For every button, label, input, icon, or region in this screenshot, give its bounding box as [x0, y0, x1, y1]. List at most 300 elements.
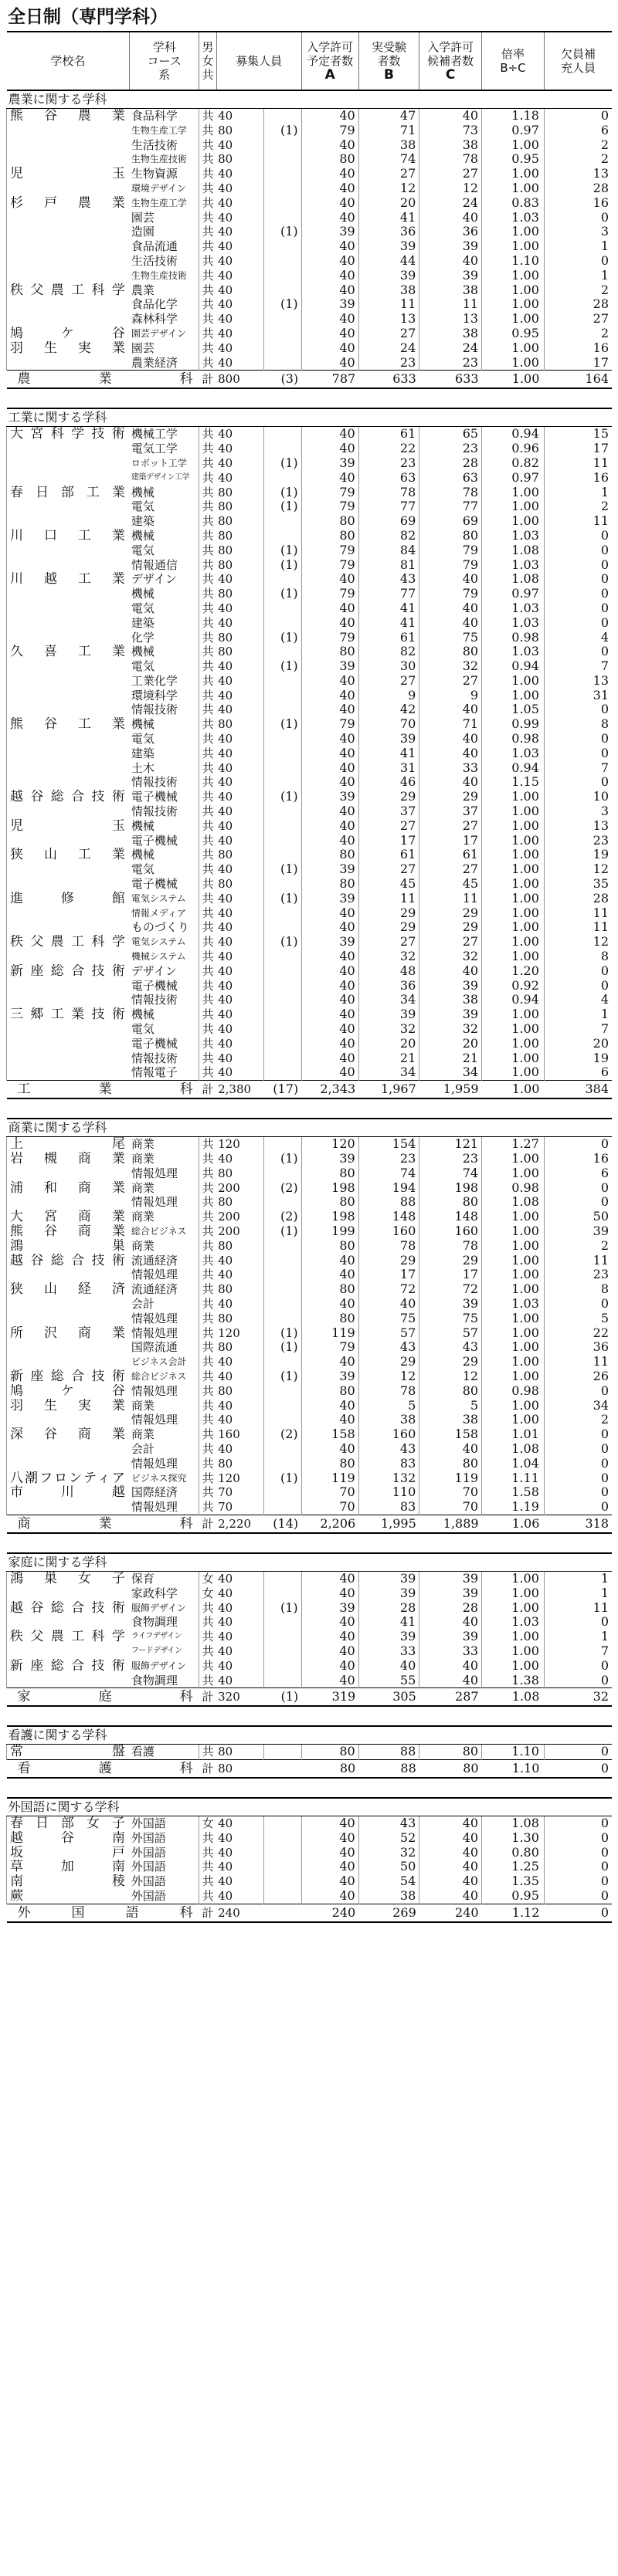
cell-planned: 80	[301, 1166, 358, 1181]
cell-planned: 40	[301, 572, 358, 587]
cell-ratio: 1.20	[482, 964, 545, 979]
cell-planned: 79	[301, 499, 358, 514]
section-title-row	[7, 1553, 613, 1572]
cell-quota: 80	[218, 557, 233, 572]
table-row	[7, 1152, 613, 1166]
cell-gender: 共	[199, 1312, 216, 1326]
cell-school: 秩父農工科学	[7, 283, 130, 298]
cell-quota-note	[264, 804, 301, 819]
table-row	[7, 297, 613, 312]
cell-school	[7, 1442, 130, 1457]
table-row	[7, 1224, 613, 1239]
table-row	[7, 1297, 613, 1312]
cell-quota: 40	[218, 905, 233, 920]
cell-gender: 女	[199, 1586, 216, 1601]
cell-quota: 80	[218, 123, 233, 137]
table-body	[7, 90, 613, 1922]
cell-course: 食品化学	[131, 297, 178, 312]
cell-planned: 40	[301, 775, 358, 790]
cell-quota: 40	[218, 1586, 233, 1600]
cell-examinees: 132	[358, 1471, 419, 1486]
cell-vacancy: 28	[544, 892, 612, 906]
cell-planned: 40	[301, 949, 358, 964]
cell-quota-note	[264, 1282, 301, 1297]
cell-course: 保育	[131, 1571, 154, 1586]
cell-examinees: 160	[358, 1224, 419, 1239]
cell-gender: 共	[199, 1442, 216, 1457]
total-vacancy: 318	[544, 1515, 612, 1533]
cell-quota-note: (1)	[264, 935, 301, 949]
spacer-cell	[7, 1778, 613, 1798]
cell-examinees: 71	[358, 124, 419, 138]
cell-examinees: 160	[358, 1427, 419, 1442]
cell-examinees: 82	[358, 645, 419, 659]
cell-quota-note	[264, 1384, 301, 1399]
cell-course: 情報処理	[131, 1311, 178, 1325]
cell-quota-note	[264, 1022, 301, 1037]
cell-quota: 40	[218, 949, 233, 964]
cell-candidates: 78	[419, 1239, 482, 1254]
table-row	[7, 1340, 613, 1355]
cell-ratio: 1.04	[482, 1457, 545, 1471]
cell-course: 家政科学	[131, 1586, 178, 1600]
cell-planned: 39	[301, 790, 358, 804]
cell-candidates: 45	[419, 877, 482, 892]
cell-quota: 40	[218, 1830, 233, 1845]
cell-candidates: 40	[419, 1874, 482, 1889]
cell-planned: 40	[301, 1831, 358, 1846]
cell-quota-note: (1)	[264, 1369, 301, 1384]
cell-planned: 40	[301, 1846, 358, 1860]
table-row	[7, 1065, 613, 1080]
cell-examinees: 32	[358, 1022, 419, 1037]
cell-candidates: 40	[419, 732, 482, 746]
cell-school	[7, 225, 130, 239]
cell-ratio: 1.00	[482, 1601, 545, 1616]
cell-quota: 40	[218, 312, 233, 327]
cell-vacancy: 0	[544, 645, 612, 659]
cell-quota: 40	[218, 1007, 233, 1022]
cell-gender: 共	[199, 1831, 216, 1846]
cell-ratio: 0.98	[482, 1181, 545, 1196]
cell-candidates: 29	[419, 906, 482, 921]
cell-planned: 79	[301, 543, 358, 558]
cell-ratio: 1.00	[482, 269, 545, 283]
cell-school: 越谷総合技術	[7, 1254, 130, 1268]
cell-gender: 共	[199, 1166, 216, 1181]
cell-quota-note	[264, 964, 301, 979]
cell-gender: 女	[199, 1816, 216, 1831]
cell-examinees: 57	[358, 1326, 419, 1341]
total-quota-note: (1)	[264, 1688, 301, 1707]
cell-vacancy: 17	[544, 442, 612, 456]
cell-quota-note: (1)	[264, 892, 301, 906]
cell-school	[7, 499, 130, 514]
cell-gender: 共	[199, 761, 216, 776]
cell-school	[7, 1457, 130, 1471]
cell-school: 川越工業	[7, 572, 130, 587]
table-row	[7, 1457, 613, 1471]
cell-school	[7, 269, 130, 283]
cell-planned: 40	[301, 442, 358, 456]
cell-vacancy: 13	[544, 819, 612, 834]
cell-planned: 40	[301, 761, 358, 776]
cell-vacancy: 0	[544, 1195, 612, 1210]
cell-gender: 共	[199, 254, 216, 269]
cell-school: 川口工業	[7, 529, 130, 543]
cell-candidates: 33	[419, 1644, 482, 1659]
cell-ratio: 1.00	[482, 920, 545, 935]
cell-quota-note	[264, 1195, 301, 1210]
total-kei: 計	[199, 1904, 216, 1922]
cell-planned: 199	[301, 1224, 358, 1239]
total-ratio: 1.00	[482, 1081, 545, 1099]
section-title: 家庭に関する学科	[7, 1553, 613, 1572]
table-row	[7, 717, 613, 732]
cell-quota: 80	[218, 630, 233, 645]
cell-quota: 40	[218, 891, 233, 905]
cell-ratio: 1.00	[482, 1065, 545, 1080]
cell-gender: 共	[199, 862, 216, 877]
cell-quota-note	[264, 1457, 301, 1471]
cell-quota-note	[264, 427, 301, 442]
cell-quota: 80	[218, 877, 233, 892]
cell-course: 情報処理	[131, 1195, 178, 1210]
cell-school: 上尾	[7, 1137, 130, 1152]
cell-course: 生活技術	[131, 137, 178, 152]
cell-candidates: 80	[419, 1745, 482, 1760]
cell-gender: 共	[199, 167, 216, 181]
table-row	[7, 1137, 613, 1152]
cell-examinees: 30	[358, 659, 419, 674]
cell-quota-note: (1)	[264, 717, 301, 732]
table-row	[7, 674, 613, 689]
cell-course: 電気	[131, 732, 154, 746]
cell-vacancy: 11	[544, 920, 612, 935]
section-title-row	[7, 1798, 613, 1816]
cell-school: 杉戸農業	[7, 196, 130, 211]
cell-examinees: 41	[358, 746, 419, 761]
cell-vacancy: 0	[544, 702, 612, 717]
cell-quota: 40	[218, 109, 233, 123]
cell-quota-note	[264, 356, 301, 371]
cell-examinees: 45	[358, 877, 419, 892]
cell-quota: 40	[218, 340, 233, 355]
cell-course: 電気	[131, 659, 154, 674]
admission-results-table	[6, 31, 612, 1923]
cell-school	[7, 1615, 130, 1630]
cell-course: 流通経済	[131, 1282, 178, 1297]
cell-quota-note: (1)	[264, 659, 301, 674]
table-row	[7, 804, 613, 819]
cell-quota: 40	[218, 239, 233, 254]
cell-quota: 200	[218, 1224, 240, 1238]
cell-quota: 40	[218, 978, 233, 993]
cell-ratio: 1.00	[482, 1413, 545, 1427]
cell-quota-note: (1)	[264, 225, 301, 239]
table-row	[7, 1659, 613, 1674]
cell-gender: 共	[199, 1413, 216, 1427]
cell-candidates: 63	[419, 471, 482, 486]
table-row	[7, 456, 613, 471]
cell-ratio: 0.95	[482, 327, 545, 341]
cell-quota-note	[264, 1239, 301, 1254]
cell-quota-note	[264, 1413, 301, 1427]
cell-quota: 40	[218, 1630, 233, 1644]
table-row	[7, 1571, 613, 1586]
cell-school	[7, 543, 130, 558]
cell-school: 秩父農工科学	[7, 1630, 130, 1644]
cell-quota-note	[264, 775, 301, 790]
cell-gender: 共	[199, 877, 216, 892]
cell-examinees: 41	[358, 616, 419, 631]
table-row	[7, 1282, 613, 1297]
cell-school	[7, 442, 130, 456]
cell-school	[7, 616, 130, 631]
cell-ratio: 1.00	[482, 892, 545, 906]
cell-candidates: 79	[419, 543, 482, 558]
cell-school	[7, 239, 130, 254]
cell-course: 服飾デザイン	[131, 1660, 187, 1671]
cell-planned: 40	[301, 211, 358, 225]
cell-quota-note	[264, 1297, 301, 1312]
cell-vacancy: 12	[544, 935, 612, 949]
cell-quota-note	[264, 1630, 301, 1644]
cell-school: 浦和商業	[7, 1181, 130, 1196]
cell-candidates: 80	[419, 645, 482, 659]
cell-planned: 80	[301, 1312, 358, 1326]
total-vacancy: 0	[544, 1760, 612, 1779]
cell-quota: 40	[218, 326, 233, 340]
table-row	[7, 1166, 613, 1181]
cell-vacancy: 12	[544, 862, 612, 877]
table-row	[7, 1674, 613, 1688]
table-row	[7, 1846, 613, 1860]
cell-vacancy: 0	[544, 529, 612, 543]
cell-ratio: 1.19	[482, 1500, 545, 1515]
section-total-row	[7, 1760, 613, 1779]
cell-candidates: 32	[419, 1022, 482, 1037]
cell-gender: 共	[199, 152, 216, 167]
cell-vacancy: 0	[544, 1889, 612, 1904]
section-title-row	[7, 1119, 613, 1137]
cell-quota-note	[264, 616, 301, 631]
cell-ratio: 1.00	[482, 1355, 545, 1369]
cell-course: 情報処理	[131, 1268, 178, 1282]
cell-quota-note	[264, 834, 301, 848]
cell-vacancy: 0	[544, 775, 612, 790]
cell-candidates: 29	[419, 1355, 482, 1369]
cell-ratio: 1.00	[482, 906, 545, 921]
cell-quota-note	[264, 442, 301, 456]
table-row	[7, 1210, 613, 1224]
cell-school	[7, 761, 130, 776]
cell-vacancy: 6	[544, 1065, 612, 1080]
cell-planned: 40	[301, 181, 358, 196]
cell-vacancy: 7	[544, 761, 612, 776]
cell-vacancy: 0	[544, 616, 612, 631]
table-row	[7, 964, 613, 979]
cell-ratio: 1.08	[482, 572, 545, 587]
cell-quota: 200	[218, 1210, 240, 1224]
cell-course: 電気システム	[131, 892, 186, 904]
cell-planned: 40	[301, 1586, 358, 1601]
cell-examinees: 41	[358, 601, 419, 616]
cell-quota: 80	[218, 645, 233, 659]
cell-ratio: 1.00	[482, 790, 545, 804]
cell-quota: 40	[218, 775, 233, 790]
cell-vacancy: 8	[544, 717, 612, 732]
cell-examinees: 77	[358, 587, 419, 601]
cell-quota-note	[264, 1860, 301, 1874]
cell-quota-note	[264, 1007, 301, 1022]
table-row	[7, 1427, 613, 1442]
cell-planned: 40	[301, 283, 358, 298]
cell-quota: 120	[218, 1325, 240, 1340]
total-quota: 2,220	[216, 1515, 264, 1533]
cell-course: 環境デザイン	[131, 182, 187, 194]
cell-school	[7, 1022, 130, 1037]
cell-vacancy: 36	[544, 1340, 612, 1355]
table-row	[7, 558, 613, 573]
cell-examinees: 22	[358, 442, 419, 456]
cell-gender: 共	[199, 456, 216, 471]
cell-quota: 40	[218, 1643, 233, 1658]
cell-examinees: 41	[358, 1615, 419, 1630]
cell-quota-note	[264, 152, 301, 167]
cell-school: 深谷商業	[7, 1427, 130, 1442]
cell-course: 園芸	[131, 340, 154, 355]
cell-course: ビジネス会計	[131, 1356, 187, 1368]
cell-ratio: 1.18	[482, 109, 545, 124]
cell-vacancy: 5	[544, 1312, 612, 1326]
admission-table-page	[6, 3, 612, 1923]
cell-candidates: 33	[419, 761, 482, 776]
cell-planned: 40	[301, 1860, 358, 1874]
cell-planned: 119	[301, 1326, 358, 1341]
cell-gender: 共	[199, 514, 216, 529]
cell-course: 総合ビジネス	[131, 1370, 187, 1382]
total-ratio: 1.10	[482, 1760, 545, 1779]
cell-candidates: 40	[419, 1659, 482, 1674]
cell-ratio: 1.35	[482, 1874, 545, 1889]
cell-school	[7, 514, 130, 529]
cell-quota: 40	[218, 963, 233, 978]
cell-planned: 39	[301, 935, 358, 949]
cell-candidates: 40	[419, 211, 482, 225]
cell-school	[7, 254, 130, 269]
cell-candidates: 27	[419, 862, 482, 877]
cell-vacancy: 0	[544, 1860, 612, 1874]
total-vacancy: 164	[544, 371, 612, 389]
cell-candidates: 80	[419, 1384, 482, 1399]
cell-ratio: 1.00	[482, 1037, 545, 1051]
cell-school: 坂戸	[7, 1846, 130, 1860]
cell-school: 新座総合技術	[7, 1659, 130, 1674]
cell-vacancy: 0	[544, 558, 612, 573]
cell-ratio: 1.00	[482, 1659, 545, 1674]
table-row	[7, 254, 613, 269]
cell-course: 土木	[131, 760, 154, 775]
cell-planned: 40	[301, 1051, 358, 1066]
cell-quota: 80	[218, 1238, 233, 1253]
cell-candidates: 40	[419, 572, 482, 587]
cell-examinees: 9	[358, 689, 419, 703]
table-row	[7, 1268, 613, 1282]
cell-examinees: 29	[358, 920, 419, 935]
cell-vacancy: 0	[544, 254, 612, 269]
cell-course: 電気	[131, 499, 154, 514]
cell-gender: 共	[199, 1500, 216, 1515]
cell-planned: 80	[301, 1457, 358, 1471]
cell-quota: 40	[218, 253, 233, 268]
cell-quota: 40	[218, 1268, 233, 1282]
cell-quota: 40	[218, 167, 233, 181]
cell-quota: 80	[218, 1456, 233, 1471]
cell-ratio: 1.00	[482, 1312, 545, 1326]
cell-gender: 共	[199, 1282, 216, 1297]
cell-examinees: 69	[358, 514, 419, 529]
cell-school: 狭山工業	[7, 848, 130, 862]
cell-candidates: 40	[419, 1615, 482, 1630]
cell-course: 電子機械	[131, 978, 178, 993]
total-kei: 計	[199, 1688, 216, 1707]
cell-candidates: 72	[419, 1282, 482, 1297]
cell-course: ライフデザイン	[131, 1632, 182, 1641]
cell-candidates: 38	[419, 1413, 482, 1427]
table-row	[7, 1413, 613, 1427]
cell-gender: 共	[199, 1152, 216, 1166]
section-total-row	[7, 1904, 613, 1922]
total-vacancy: 384	[544, 1081, 612, 1099]
table-row	[7, 1051, 613, 1066]
cell-vacancy: 0	[544, 601, 612, 616]
cell-gender: 共	[199, 1369, 216, 1384]
cell-ratio: 1.00	[482, 935, 545, 949]
table-row	[7, 1874, 613, 1889]
cell-vacancy: 4	[544, 993, 612, 1007]
cell-quota: 80	[218, 514, 233, 529]
cell-vacancy: 3	[544, 225, 612, 239]
cell-quota: 40	[218, 1253, 233, 1268]
cell-examinees: 43	[358, 1816, 419, 1831]
cell-examinees: 194	[358, 1181, 419, 1196]
cell-ratio: 1.00	[482, 239, 545, 254]
cell-ratio: 0.95	[482, 1889, 545, 1904]
cell-candidates: 23	[419, 356, 482, 371]
cell-quota: 70	[218, 1485, 233, 1500]
total-candidates: 633	[419, 371, 482, 389]
cell-vacancy: 23	[544, 834, 612, 848]
cell-gender: 共	[199, 1239, 216, 1254]
cell-gender: 共	[199, 819, 216, 834]
cell-vacancy: 0	[544, 109, 612, 124]
cell-quota-note	[264, 254, 301, 269]
table-row	[7, 819, 613, 834]
cell-course: 情報技術	[131, 993, 178, 1007]
cell-course: 園芸デザイン	[131, 327, 187, 339]
cell-examinees: 27	[358, 935, 419, 949]
cell-examinees: 154	[358, 1137, 419, 1152]
table-row	[7, 862, 613, 877]
cell-examinees: 78	[358, 1239, 419, 1254]
table-row	[7, 1022, 613, 1037]
table-row	[7, 1644, 613, 1659]
cell-planned: 80	[301, 1384, 358, 1399]
cell-examinees: 38	[358, 1413, 419, 1427]
cell-ratio: 0.82	[482, 456, 545, 471]
cell-quota-note	[264, 1065, 301, 1080]
